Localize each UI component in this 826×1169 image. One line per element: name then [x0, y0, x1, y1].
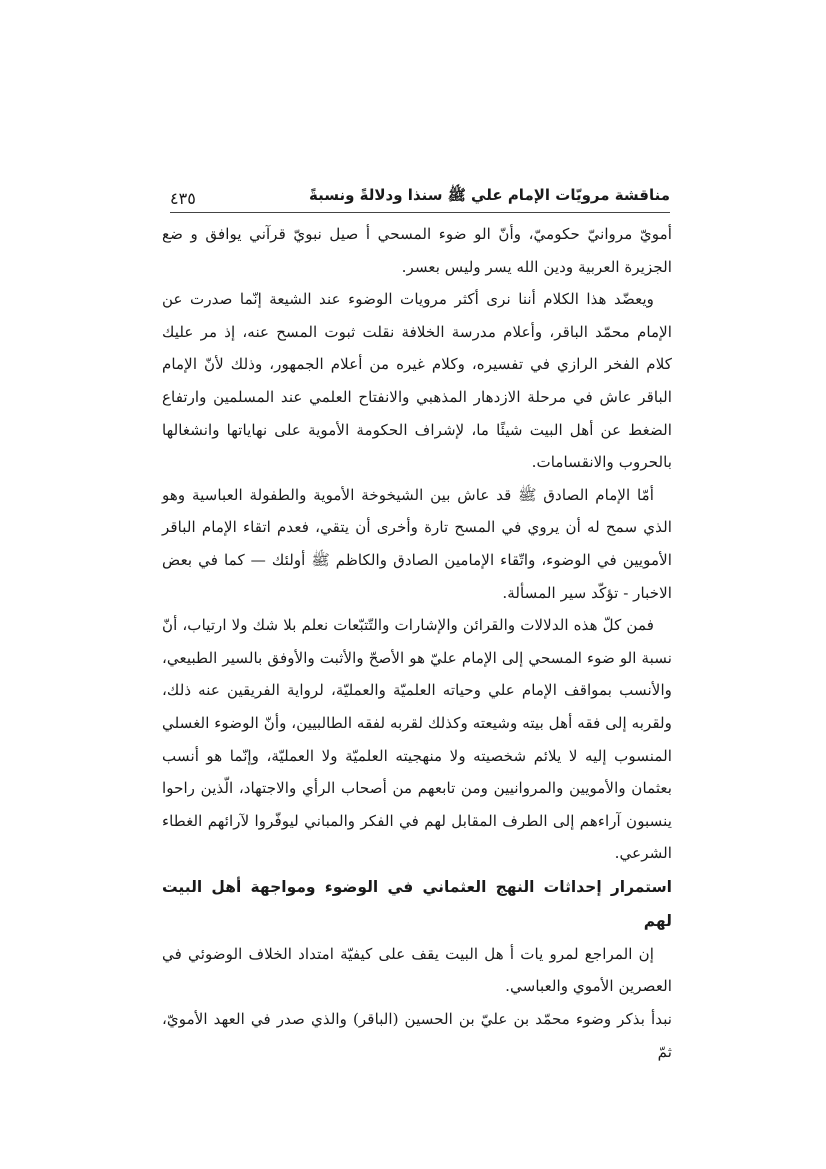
header-divider	[170, 212, 670, 213]
paragraph: ويعضّد هذا الكلام أننا نرى أكثر مرويات الوضوء عند الشيعة إنّما صدرت عن الإمام محمّد الباقر، وأعلام مدرسة الخلافة نقلت ثبوت المسح عنه، إذ مر عليك كلام الفخر الرازي في تفسيره، وكلام غيره من أعلام الجمهور، وذلك لأنّ الإمام الباقر عاش في مرحلة الازدهار المذهبي والانفتاح العلمي عند المسلمين وارتفاع الضغط عن أهل البيت شيئًا ما، لإشراف الحكومة الأموية على نهاياتها وانشغالها بالحروب والانقسامات.	[162, 290, 672, 472]
paragraph: فمن كلّ هذه الدلالات والقرائن والإشارات والتّتبّعات نعلم بلا شك ولا ارتياب، أنّ نسبة الو ضوء المسحي إلى الإمام عليّ هو الأصحّ والأثبت والأوفق بالسير الطبيعي، والأنسب بمواقف الإمام علي وحياته العلميّة والعمليّة، لرواية الفريقين عنه ذلك، ولقربه إلى فقه أهل بيته وشيعته وكذلك لقربه لفقه الطالبيين، وأنّ الوضوء الغسلي المنسوب إليه لا يلائم شخصيته ولا منهجيته العلميّة ولا العمليّة، وإنّما هو أنسب بعثمان والأمويين والمروانيين ومن تابعهم من أصحاب الرأي والاجتهاد، الّذين راحوا ينسبون آراءهم إلى الطرف المقابل لهم في الفكر والمباني ليوفّروا لآرائهم الغطاء الشرعي.	[162, 616, 672, 863]
paragraph: أمّا الإمام الصادق ﷺ قد عاش بين الشيخوخة الأموية والطفولة العباسية وهو الذي سمح له أن يروي في المسح تارة وأخرى أن يتقي، فعدم اتقاء الإمام الباقر الأمويين في الوضوء، واتّقاء الإمامين الصادق والكاظم ﷺ أولئك — كما في بعض الاخبار - تؤكّد سير المسألة.	[162, 485, 672, 602]
paragraph-continuation: أمويّ مروانيّ حكوميّ، وأنّ الو ضوء المسحي أ صيل نبويّ قرآني يوافق و ضع الجزيرة العربية ودين الله يسر وليس بعسر.	[162, 225, 672, 276]
page-number: ٤٣٥	[170, 189, 196, 208]
paragraph: إن المراجع لمرو يات أ هل البيت يقف على كيفيّة امتداد الخلاف الوضوئي في العصرين الأموي والعباسي.	[162, 944, 672, 996]
running-title: مناقشة مرويّات الإمام علي ﷺ سنذا ودلالةً ونسبةً	[309, 186, 670, 204]
paragraph: نبدأ بذكر وضوء محمّد بن عليّ بن الحسين (الباقر) والذي صدر في العهد الأمويّ، ثمّ	[162, 1010, 672, 1061]
page-body	[162, 218, 672, 1068]
running-header	[170, 174, 670, 208]
section-heading: استمرار إحداثات النهج العثماني في الوضوء ومواجهة أهل البيت لهم	[162, 877, 672, 930]
